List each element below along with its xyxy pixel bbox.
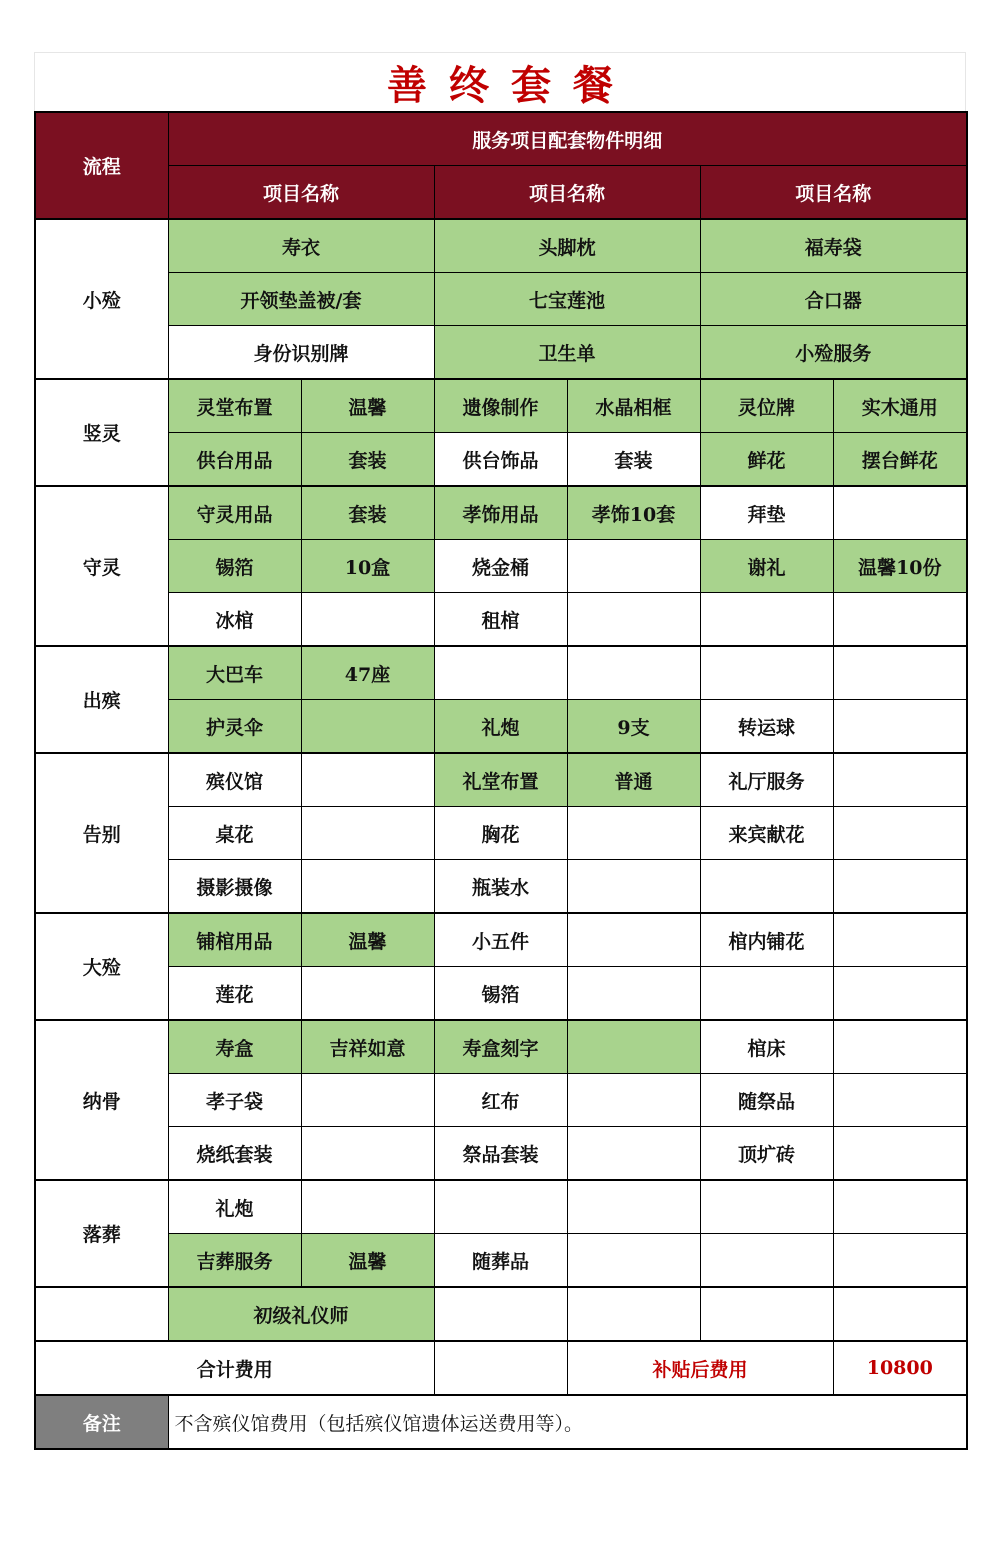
item-cell — [833, 1234, 967, 1288]
item-cell — [700, 646, 833, 700]
item-cell — [434, 646, 567, 700]
item-cell — [301, 753, 434, 807]
item-cell: 水晶相框 — [567, 379, 700, 433]
package-sheet — [34, 52, 966, 1450]
item-cell: 温馨 — [301, 913, 434, 967]
item-cell — [567, 646, 700, 700]
table-row — [35, 433, 967, 487]
item-cell: 瓶装水 — [434, 860, 567, 914]
stage-label: 告别 — [35, 753, 168, 913]
item-cell: 礼堂布置 — [434, 753, 567, 807]
item-cell — [567, 540, 700, 593]
title-bar — [34, 52, 966, 111]
stage-label: 纳骨 — [35, 1020, 168, 1180]
item-cell: 套装 — [301, 486, 434, 540]
item-cell: 随葬品 — [434, 1234, 567, 1288]
item-cell: 守灵用品 — [168, 486, 301, 540]
item-cell: 供台饰品 — [434, 433, 567, 487]
item-cell: 摄影摄像 — [168, 860, 301, 914]
item-cell: 卫生单 — [434, 326, 700, 380]
item-cell — [567, 593, 700, 647]
item-cell: 10盒 — [301, 540, 434, 593]
item-cell — [833, 486, 967, 540]
item-cell — [567, 1020, 700, 1074]
item-cell: 转运球 — [700, 700, 833, 754]
item-cell — [833, 593, 967, 647]
subsidy-label: 补贴后费用 — [567, 1341, 833, 1395]
stage-label: 守灵 — [35, 486, 168, 646]
item-cell: 谢礼 — [700, 540, 833, 593]
item-cell: 遗像制作 — [434, 379, 567, 433]
item-cell — [567, 1180, 700, 1234]
table-row — [35, 379, 967, 433]
service-table — [34, 111, 968, 1450]
item-cell: 莲花 — [168, 967, 301, 1021]
table-row — [35, 753, 967, 807]
header-item-name: 项目名称 — [700, 166, 967, 220]
item-cell: 9支 — [567, 700, 700, 754]
item-cell — [833, 700, 967, 754]
item-cell — [833, 967, 967, 1021]
item-cell: 来宾献花 — [700, 807, 833, 860]
table-row — [35, 913, 967, 967]
note-label: 备注 — [35, 1395, 168, 1449]
item-cell — [567, 967, 700, 1021]
header-item-name: 项目名称 — [434, 166, 700, 220]
item-cell — [567, 1127, 700, 1181]
item-cell — [700, 860, 833, 914]
stage-label: 出殡 — [35, 646, 168, 753]
table-row — [35, 807, 967, 860]
item-cell: 寿盒刻字 — [434, 1020, 567, 1074]
item-cell: 摆台鲜花 — [833, 433, 967, 487]
item-cell: 大巴车 — [168, 646, 301, 700]
item-cell — [301, 807, 434, 860]
item-cell: 鲜花 — [700, 433, 833, 487]
table-row — [35, 1287, 967, 1341]
item-cell: 小五件 — [434, 913, 567, 967]
item-cell: 铺棺用品 — [168, 913, 301, 967]
table-row — [35, 273, 967, 326]
item-cell — [434, 1180, 567, 1234]
item-cell — [567, 1234, 700, 1288]
item-cell: 47座 — [301, 646, 434, 700]
stage-label: 落葬 — [35, 1180, 168, 1287]
item-cell: 头脚枕 — [434, 219, 700, 273]
table-row — [35, 1180, 967, 1234]
item-cell: 孝饰10套 — [567, 486, 700, 540]
item-cell — [567, 807, 700, 860]
item-cell — [833, 860, 967, 914]
header-item-name: 项目名称 — [168, 166, 434, 220]
table-row — [35, 1074, 967, 1127]
item-cell: 吉祥如意 — [301, 1020, 434, 1074]
item-cell: 礼厅服务 — [700, 753, 833, 807]
item-cell: 锡箔 — [168, 540, 301, 593]
item-cell — [434, 1287, 567, 1341]
item-cell: 寿衣 — [168, 219, 434, 273]
item-cell: 寿盒 — [168, 1020, 301, 1074]
item-cell — [567, 1074, 700, 1127]
header-process: 流程 — [35, 112, 168, 219]
stage-label — [35, 1287, 168, 1341]
item-cell — [833, 1180, 967, 1234]
item-cell: 吉葬服务 — [168, 1234, 301, 1288]
table-row — [35, 219, 967, 273]
item-cell: 孝饰用品 — [434, 486, 567, 540]
item-cell: 锡箔 — [434, 967, 567, 1021]
item-cell — [301, 1180, 434, 1234]
item-cell — [567, 1287, 700, 1341]
item-cell: 供台用品 — [168, 433, 301, 487]
item-cell — [700, 593, 833, 647]
stage-label: 竖灵 — [35, 379, 168, 486]
item-cell: 灵位牌 — [700, 379, 833, 433]
item-cell — [301, 860, 434, 914]
item-cell: 小殓服务 — [700, 326, 967, 380]
item-cell — [567, 913, 700, 967]
item-cell: 套装 — [301, 433, 434, 487]
item-cell: 福寿袋 — [700, 219, 967, 273]
item-cell — [700, 967, 833, 1021]
total-value — [434, 1341, 567, 1395]
table-row — [35, 540, 967, 593]
header-detail: 服务项目配套物件明细 — [168, 112, 967, 166]
item-cell: 殡仪馆 — [168, 753, 301, 807]
item-cell: 桌花 — [168, 807, 301, 860]
table-row — [35, 700, 967, 754]
table-row — [35, 646, 967, 700]
note-text: 不含殡仪馆费用（包括殡仪馆遗体运送费用等）。 — [168, 1395, 967, 1449]
item-cell: 烧金桶 — [434, 540, 567, 593]
item-cell: 棺内铺花 — [700, 913, 833, 967]
item-cell: 烧纸套装 — [168, 1127, 301, 1181]
item-cell — [301, 1127, 434, 1181]
subsidy-value: 10800 — [833, 1341, 967, 1395]
stage-label: 小殓 — [35, 219, 168, 379]
table-row — [35, 967, 967, 1021]
total-label: 合计费用 — [35, 1341, 434, 1395]
item-cell: 租棺 — [434, 593, 567, 647]
item-cell — [301, 700, 434, 754]
item-cell — [301, 593, 434, 647]
item-cell — [833, 1127, 967, 1181]
item-cell: 实木通用 — [833, 379, 967, 433]
item-cell: 灵堂布置 — [168, 379, 301, 433]
item-cell: 套装 — [567, 433, 700, 487]
item-cell: 祭品套装 — [434, 1127, 567, 1181]
table-row — [35, 593, 967, 647]
table-row — [35, 1020, 967, 1074]
item-cell: 随祭品 — [700, 1074, 833, 1127]
item-cell: 护灵伞 — [168, 700, 301, 754]
item-cell: 红布 — [434, 1074, 567, 1127]
item-cell — [833, 1287, 967, 1341]
item-cell — [700, 1287, 833, 1341]
stage-label: 大殓 — [35, 913, 168, 1020]
item-cell: 礼炮 — [434, 700, 567, 754]
item-cell — [833, 753, 967, 807]
item-cell: 合口器 — [700, 273, 967, 326]
item-cell: 冰棺 — [168, 593, 301, 647]
item-cell: 礼炮 — [168, 1180, 301, 1234]
item-cell: 拜垫 — [700, 486, 833, 540]
item-cell — [833, 1074, 967, 1127]
item-cell: 棺床 — [700, 1020, 833, 1074]
table-row — [35, 1127, 967, 1181]
item-cell — [833, 646, 967, 700]
item-cell: 顶圹砖 — [700, 1127, 833, 1181]
item-cell: 温馨 — [301, 1234, 434, 1288]
item-cell — [301, 967, 434, 1021]
table-row — [35, 860, 967, 914]
item-cell: 温馨 — [301, 379, 434, 433]
item-cell: 身份识别牌 — [168, 326, 434, 380]
item-cell — [700, 1180, 833, 1234]
item-cell — [700, 1234, 833, 1288]
item-cell: 初级礼仪师 — [168, 1287, 434, 1341]
item-cell: 七宝莲池 — [434, 273, 700, 326]
item-cell: 开领垫盖被/套 — [168, 273, 434, 326]
table-row — [35, 326, 967, 380]
item-cell — [833, 807, 967, 860]
table-row — [35, 1234, 967, 1288]
table-row — [35, 486, 967, 540]
item-cell: 孝子袋 — [168, 1074, 301, 1127]
item-cell — [567, 860, 700, 914]
service-rows — [35, 219, 967, 1341]
item-cell: 普通 — [567, 753, 700, 807]
item-cell: 温馨10份 — [833, 540, 967, 593]
item-cell — [833, 913, 967, 967]
item-cell: 胸花 — [434, 807, 567, 860]
item-cell — [301, 1074, 434, 1127]
item-cell — [833, 1020, 967, 1074]
page-title: 善终套餐 — [387, 61, 635, 109]
